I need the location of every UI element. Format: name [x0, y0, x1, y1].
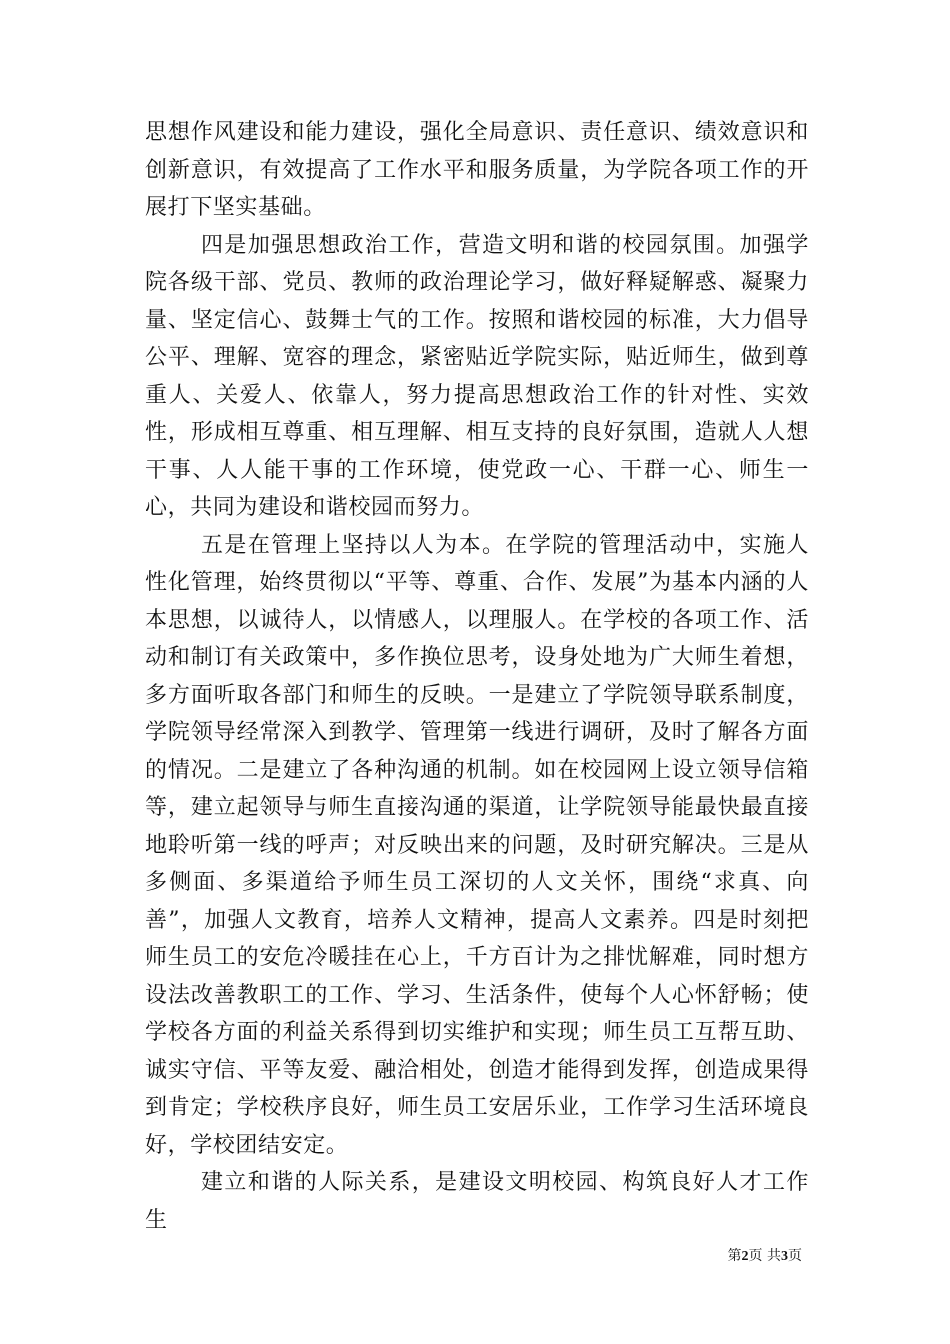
footer-middle: 页 共 [748, 1248, 781, 1264]
footer-total-pages: 3 [781, 1249, 788, 1264]
footer-prefix: 第 [727, 1248, 742, 1264]
paragraph-closing: 建立和谐的人际关系，是建设文明校园、构筑良好人才工作生 [145, 1170, 809, 1233]
paragraph-four: 四是加强思想政治工作，营造文明和谐的校园氛围。加强学院各级干部、党员、教师的政治理论学习，做好释疑解惑、凝聚力量、坚定信心、鼓舞士气的工作。按照和谐校园的标准，大力倡导公平、理解、宽容的理念，紧密贴近学院实际，贴近师生，做到尊重人、关爱人、依靠人，努力提高思想政治工作的针对性、实效性，形成相互尊重、相互理解、相互支持的良好氛围，造就人人想干事、人人能干事的工作环境，使党政一心、干群一心、师生一心，共同为建设和谐校园而努力。 [145, 232, 809, 520]
paragraph-five: 五是在管理上坚持以人为本。在学院的管理活动中，实施人性化管理，始终贯彻以“平等、尊重、合作、发展”为基本内涵的人本思想，以诚待人，以情感人，以理服人。在学校的各项工作、活动和制订有关政策中，多作换位思考，设身处地为广大师生着想，多方面听取各部门和师生的反映。一是建立了学院领导联系制度，学院领导经常深入到教学、管理第一线进行调研，及时了解各方面的情况。二是建立了各种沟通的机制。如在校园网上设立领导信箱等，建立起领导与师生直接沟通的渠道，让学院领导能最快最直接地聆听第一线的呼声；对反映出来的问题，及时研究解决。三是从多侧面、多渠道给予师生员工深切的人文关怀，围绕“求真、向善”，加强人文教育，培养人文精神，提高人文素养。四是时刻把师生员工的安危冷暖挂在心上，千方百计为之排忧解难，同时想方设法改善教职工的工作、学习、生活条件，使每个人心怀舒畅；使学校各方面的利益关系得到切实维护和实现；师生员工互帮互助、诚实守信、平等友爱、融洽相处，创造才能得到发挥，创造成果得到肯定；学校秩序良好，师生员工安居乐业，工作学习生活环境良好，学校团结安定。 [145, 532, 809, 1158]
footer-current-page: 2 [741, 1249, 749, 1264]
page-number-footer [728, 1247, 802, 1266]
footer-suffix: 页 [788, 1248, 802, 1264]
paragraph-continued: 思想作风建设和能力建设，强化全局意识、责任意识、绩效意识和创新意识，有效提高了工作水平和服务质量，为学院各项工作的开展打下坚实基础。 [145, 120, 809, 220]
body-text [145, 114, 809, 1239]
